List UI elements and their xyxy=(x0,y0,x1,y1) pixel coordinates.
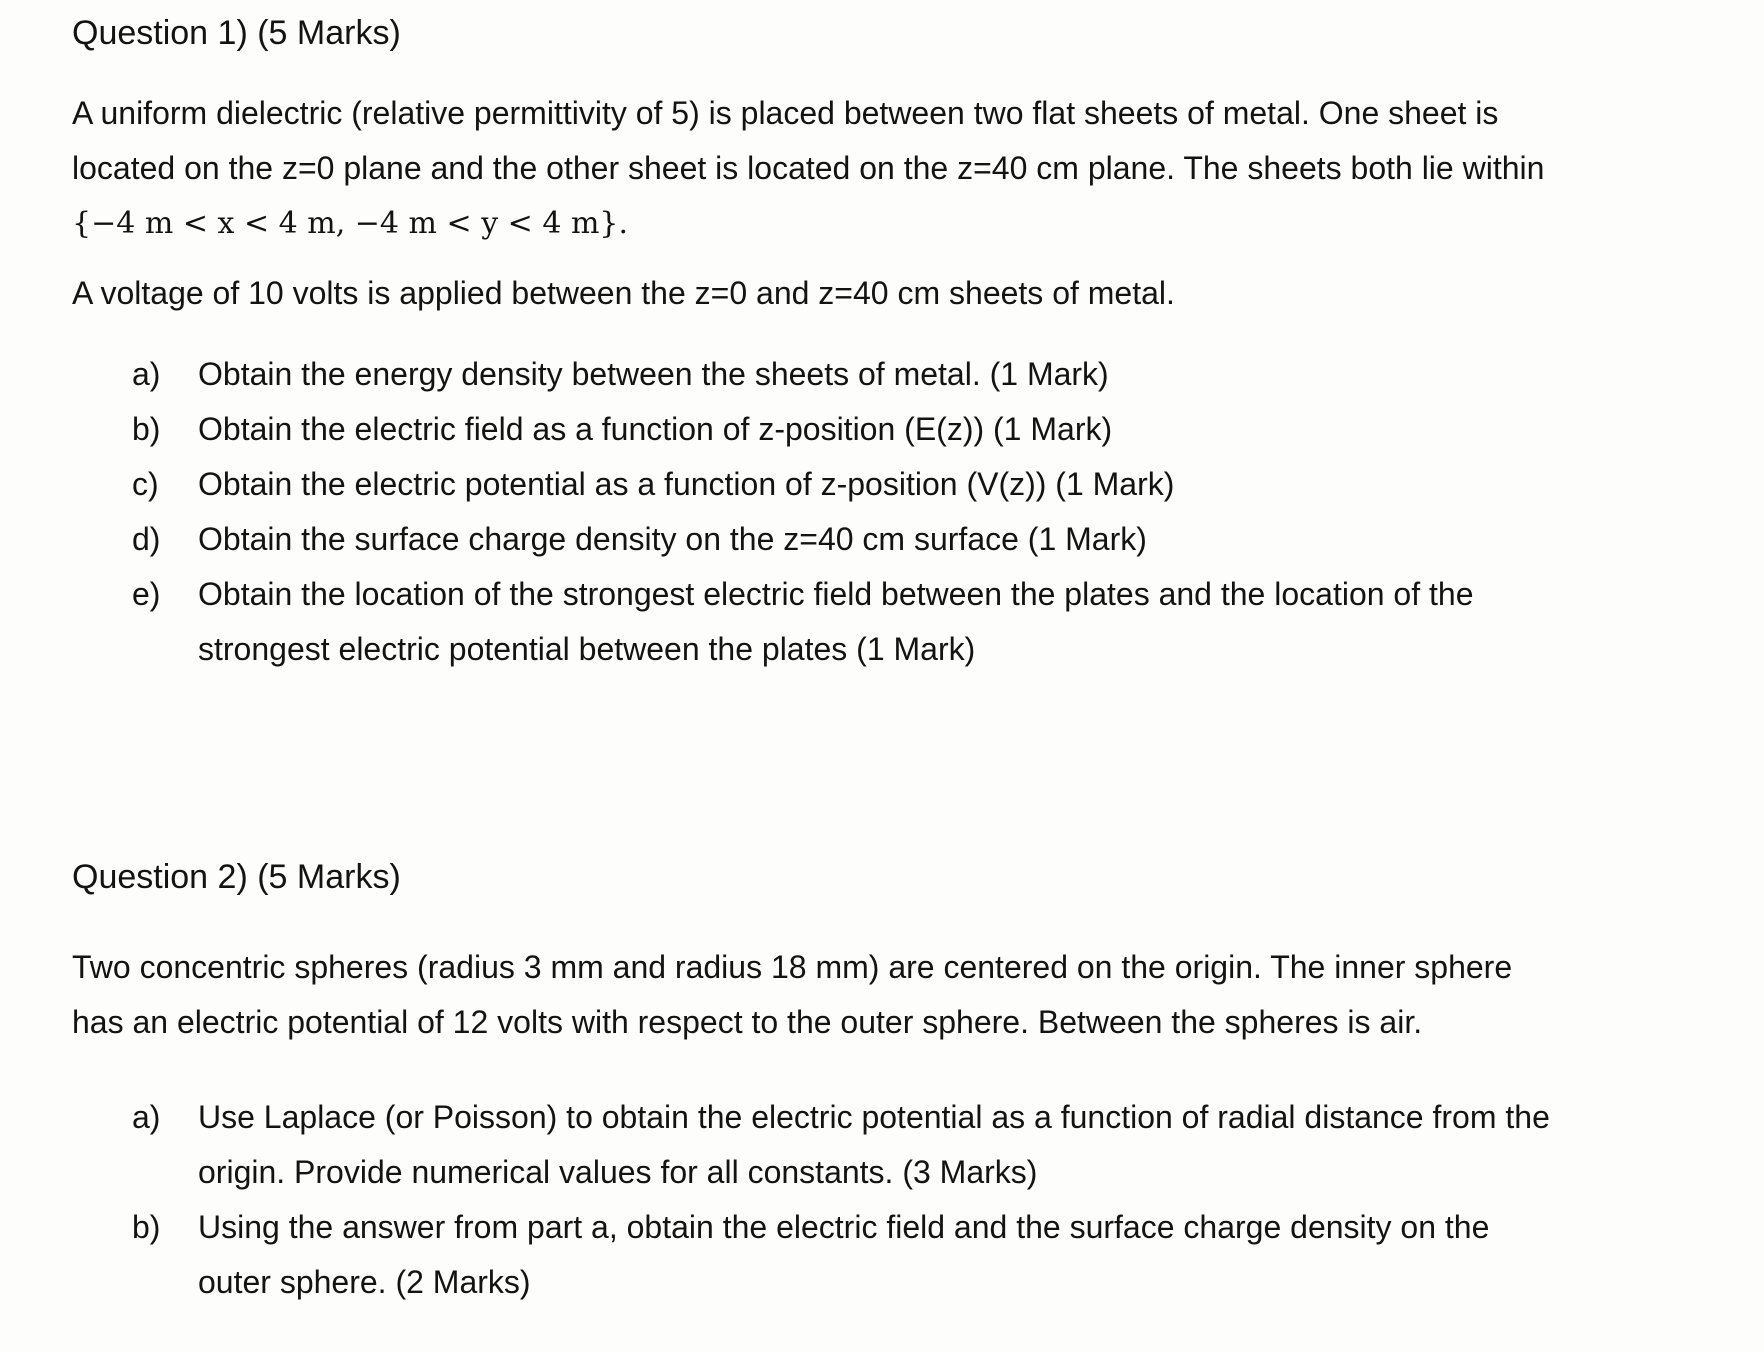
q1-para1-line-2: located on the z=0 plane and the other sheet is located on the z=40 cm plane. The sheets both lie within xyxy=(72,150,1545,186)
q2-part-b xyxy=(132,1200,1550,1310)
q1-domain-expression: {−4 m < x < 4 m, −4 m < y < 4 m}. xyxy=(72,206,629,241)
q1-para2-line: A voltage of 10 volts is applied between the z=0 and z=40 cm sheets of metal. xyxy=(72,275,1175,311)
q1-part-b xyxy=(132,402,1473,457)
question-1-paragraph-2 xyxy=(72,266,1692,321)
question-2-parts-list xyxy=(132,1090,1550,1310)
q2-part-b-line-2: outer sphere. (2 Marks) xyxy=(198,1264,531,1300)
q2-para1-line-2: has an electric potential of 12 volts with respect to the outer sphere. Between the spheres is air. xyxy=(72,1004,1423,1040)
q1-part-c-marker: c) xyxy=(132,466,159,502)
q1-part-c xyxy=(132,457,1473,512)
q1-part-e-line-1: Obtain the location of the strongest electric field between the plates and the location of the xyxy=(198,576,1474,612)
question-1-heading: Question 1) (5 Marks) xyxy=(72,14,401,52)
q2-part-a-line-1: Use Laplace (or Poisson) to obtain the electric potential as a function of radial distance from the xyxy=(198,1099,1550,1135)
q2-part-b-line-1: Using the answer from part a, obtain the electric field and the surface charge density on the xyxy=(198,1209,1490,1245)
q1-part-c-line-1: Obtain the electric potential as a function of z-position (V(z)) (1 Mark) xyxy=(198,466,1175,502)
q1-part-e-marker: e) xyxy=(132,576,161,612)
q1-part-a xyxy=(132,347,1473,402)
question-1-parts-list xyxy=(132,347,1473,677)
question-2-heading: Question 2) (5 Marks) xyxy=(72,858,401,896)
q2-part-a xyxy=(132,1090,1550,1200)
q1-part-a-marker: a) xyxy=(132,356,161,392)
q1-part-b-marker: b) xyxy=(132,411,161,447)
q2-part-b-marker: b) xyxy=(132,1209,161,1245)
q1-part-b-line-1: Obtain the electric field as a function of z-position (E(z)) (1 Mark) xyxy=(198,411,1113,447)
q1-para1-line-1: A uniform dielectric (relative permittivity of 5) is placed between two flat sheets of metal. One sheet is xyxy=(72,95,1499,131)
q1-part-d-line-1: Obtain the surface charge density on the z=40 cm surface (1 Mark) xyxy=(198,521,1147,557)
q1-part-e-line-2: strongest electric potential between the plates (1 Mark) xyxy=(198,631,976,667)
q1-part-a-line-1: Obtain the energy density between the sheets of metal. (1 Mark) xyxy=(198,356,1109,392)
q2-part-a-line-2: origin. Provide numerical values for all constants. (3 Marks) xyxy=(198,1154,1038,1190)
q1-part-d-marker: d) xyxy=(132,521,161,557)
q2-part-a-marker: a) xyxy=(132,1099,161,1135)
q1-part-e xyxy=(132,567,1473,677)
q2-para1-line-1: Two concentric spheres (radius 3 mm and radius 18 mm) are centered on the origin. The inner sphere xyxy=(72,949,1513,985)
question-1-paragraph-1 xyxy=(72,86,1692,251)
q1-part-d xyxy=(132,512,1473,567)
question-2-paragraph-1 xyxy=(72,940,1692,1050)
